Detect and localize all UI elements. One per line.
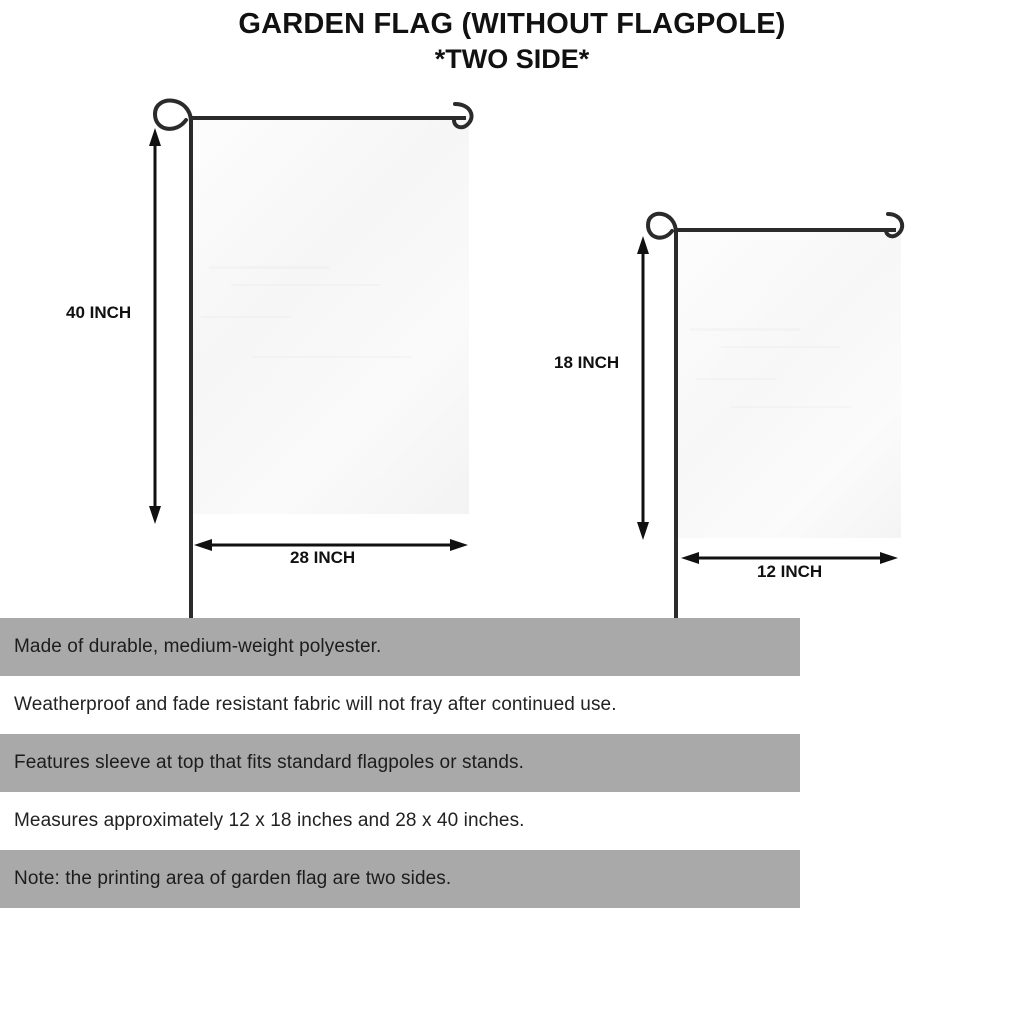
list-item: Note: the printing area of garden flag are two sides. xyxy=(0,850,800,908)
list-item: Features sleeve at top that fits standard flagpoles or stands. xyxy=(0,734,800,792)
title-line-main: GARDEN FLAG (WITHOUT FLAGPOLE) xyxy=(238,8,786,40)
small-flag-height-label: 18 INCH xyxy=(554,353,620,372)
list-item: Measures approximately 12 x 18 inches and 28 x 40 inches. xyxy=(0,792,800,850)
small-flag-width-label: 12 INCH xyxy=(757,562,823,581)
large-flag-width-label: 28 INCH xyxy=(290,548,356,567)
title-line-sub: *TWO SIDE* xyxy=(434,44,590,74)
large-flag-height-label: 40 INCH xyxy=(66,303,132,322)
list-item: Made of durable, medium-weight polyester. xyxy=(0,618,800,676)
list-item: Weatherproof and fade resistant fabric will not fray after continued use. xyxy=(0,676,800,734)
feature-list xyxy=(0,618,800,908)
